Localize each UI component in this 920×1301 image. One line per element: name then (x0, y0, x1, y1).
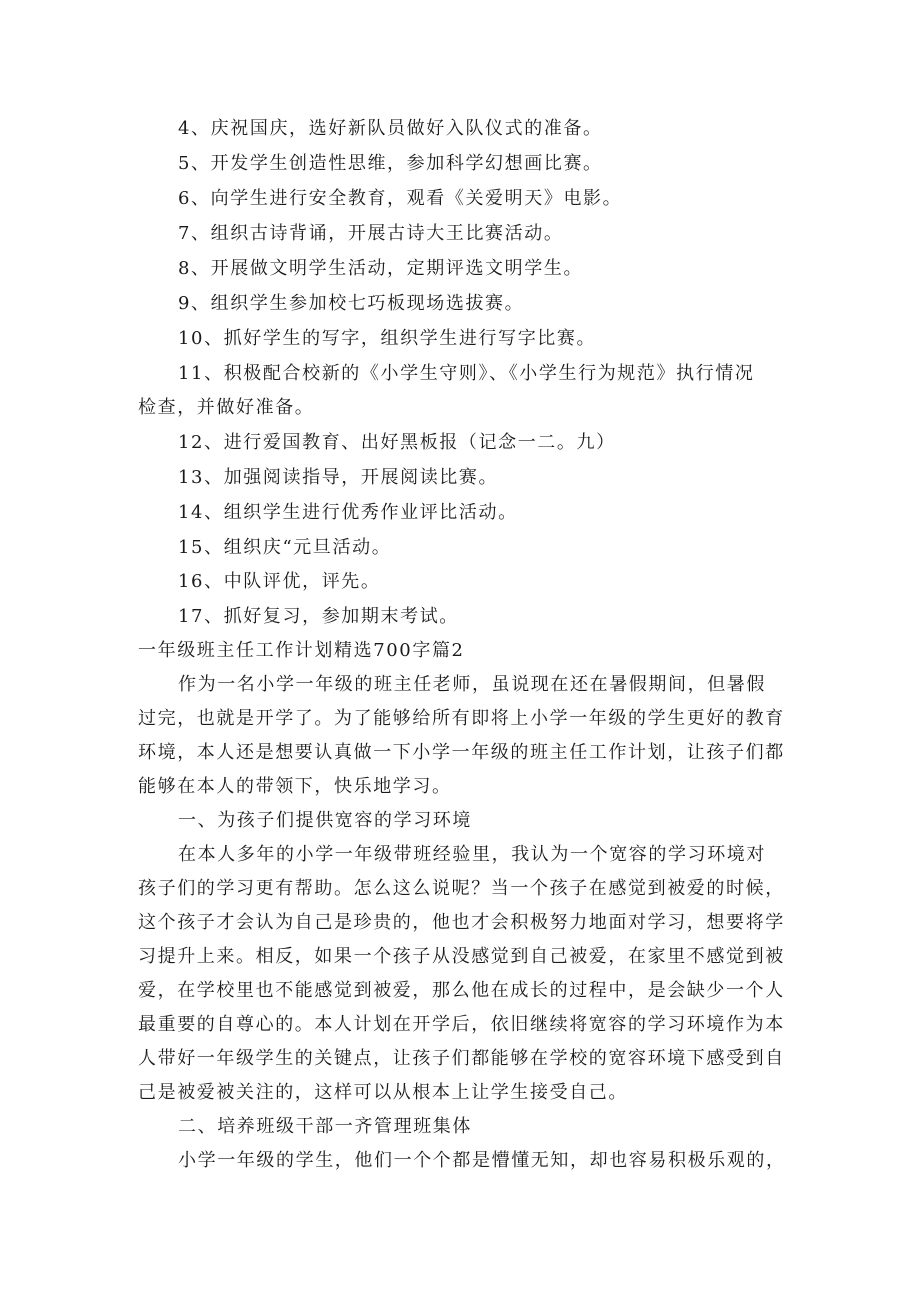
subheading: 二、培养班级干部一齐管理班集体 (178, 1116, 472, 1137)
list-item: 8、开展做文明学生活动，定期评选文明学生。 (178, 258, 584, 279)
paragraph-line: 环境，本人还是想要认真做一下小学一年级的班主任工作计划，让孩子们都 (138, 742, 785, 763)
list-item: 12、进行爱国教育、出好黑板报（记念一二。九） (178, 432, 616, 453)
paragraph-line: 过完，也就是开学了。为了能够给所有即将上小学一年级的学生更好的教育 (138, 708, 785, 729)
paragraph-line: 爱，在学校里也不能感觉到被爱，那么他在成长的过程中，是会缺少一个人 (138, 980, 785, 1001)
list-item: 6、向学生进行安全教育，观看《关爱明天》电影。 (178, 188, 623, 209)
paragraph-line: 己是被爱被关注的，这样可以从根本上让学生接受自己。 (138, 1082, 628, 1103)
paragraph-line: 最重要的自尊心的。本人计划在开学后，依旧继续将宽容的学习环境作为本 (138, 1014, 785, 1035)
paragraph-line: 习提升上来。相反，如果一个孩子从没感觉到自己被爱，在家里不感觉到被 (138, 946, 785, 967)
list-item: 9、组织学生参加校七巧板现场选拔赛。 (178, 293, 525, 314)
subheading: 一、为孩子们提供宽容的学习环境 (178, 810, 472, 831)
list-item: 14、组织学生进行优秀作业评比活动。 (178, 502, 518, 523)
list-item: 10、抓好学生的写字，组织学生进行写字比赛。 (178, 328, 597, 349)
list-item: 4、庆祝国庆，选好新队员做好入队仪式的准备。 (178, 118, 603, 139)
paragraph-line: 孩子们的学习更有帮助。怎么这么说呢？当一个孩子在感觉到被爱的时候， (138, 878, 785, 899)
paragraph-line: 这个孩子才会认为自己是珍贵的，他也才会积极努力地面对学习，想要将学 (138, 912, 785, 933)
paragraph-line: 人带好一年级学生的关键点，让孩子们都能够在学校的宽容环境下感受到自 (138, 1048, 785, 1069)
list-item: 16、中队评优，评先。 (178, 571, 381, 592)
list-item: 17、抓好复习，参加期末考试。 (178, 606, 459, 627)
paragraph-line: 在本人多年的小学一年级带班经验里，我认为一个宽容的学习环境对 (178, 844, 766, 865)
list-item: 11、积极配合校新的《小学生守则》、《小学生行为规范》执行情况 (178, 363, 755, 384)
paragraph-line: 小学一年级的学生，他们一个个都是懵懂无知，却也容易积极乐观的， (178, 1150, 786, 1171)
list-item: 15、组织庆“元旦活动。 (178, 537, 392, 558)
list-item: 5、开发学生创造性思维，参加科学幻想画比赛。 (178, 153, 603, 174)
list-item-continuation: 检查，并做好准备。 (138, 397, 315, 418)
section-title: 一年级班主任工作计划精选700字篇2 (138, 640, 465, 661)
paragraph-line: 作为一名小学一年级的班主任老师，虽说现在还在暑假期间，但暑假 (178, 674, 766, 695)
list-item: 13、加强阅读指导，开展阅读比赛。 (178, 467, 499, 488)
list-item: 7、组织古诗背诵，开展古诗大王比赛活动。 (178, 223, 564, 244)
paragraph-line: 能够在本人的带领下，快乐地学习。 (138, 776, 452, 797)
